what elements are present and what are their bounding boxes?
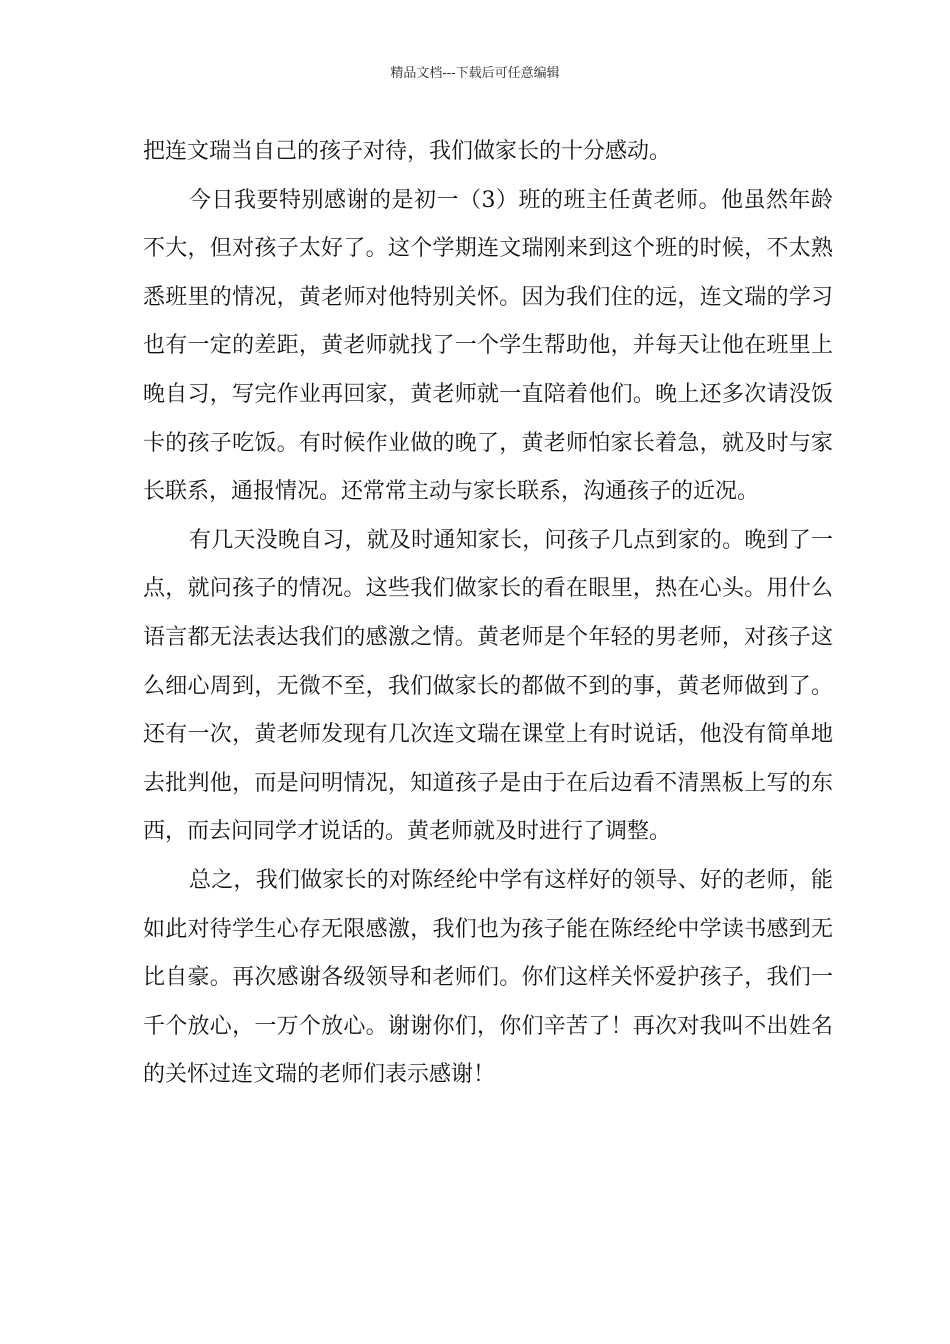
paragraph-4: 总之，我们做家长的对陈经纶中学有这样好的领导、好的老师，能如此对待学生心存无限感激，我们也为孩子能在陈经纶中学读书感到无比自豪。再次感谢各级领导和老师们。你们这样关怀爱护孩子，我们一千个放心，一万个放心。谢谢你们，你们辛苦了！再次对我叫不出姓名的关怀过连文瑞的老师们表示感谢！ xyxy=(143,867,833,1088)
paragraph-2: 今日我要特别感谢的是初一（3）班的班主任黄老师。他虽然年龄不大，但对孩子太好了。这个学期连文瑞刚来到这个班的时候，不太熟悉班里的情况，黄老师对他特别关怀。因为我们住的远，连文瑞的学习也有一定的差距，黄老师就找了一个学生帮助他，并每天让他在班里上晚自习，写完作业再回家，黄老师就一直陪着他们。晚上还多次请没饭卡的孩子吃饭。有时候作业做的晚了，黄老师怕家长着急，就及时与家长联系，通报情况。还常常主动与家长联系，沟通孩子的近况。 xyxy=(143,187,833,505)
paragraph-1: 把连文瑞当自己的孩子对待，我们做家长的十分感动。 xyxy=(143,139,672,164)
document-body xyxy=(143,128,833,1100)
paragraph-3: 有几天没晚自习，就及时通知家长，问孩子几点到家的。晚到了一点，就问孩子的情况。这些我们做家长的看在眼里，热在心头。用什么语言都无法表达我们的感激之情。黄老师是个年轻的男老师，对孩子这么细心周到，无微不至，我们做家长的都做不到的事，黄老师做到了。还有一次，黄老师发现有几次连文瑞在课堂上有时说话，他没有简单地去批判他，而是问明情况，知道孩子是由于在后边看不清黑板上写的东西，而去问同学才说话的。黄老师就及时进行了调整。 xyxy=(143,527,833,845)
page-header: 精品文档---下载后可任意编辑 xyxy=(390,66,560,81)
